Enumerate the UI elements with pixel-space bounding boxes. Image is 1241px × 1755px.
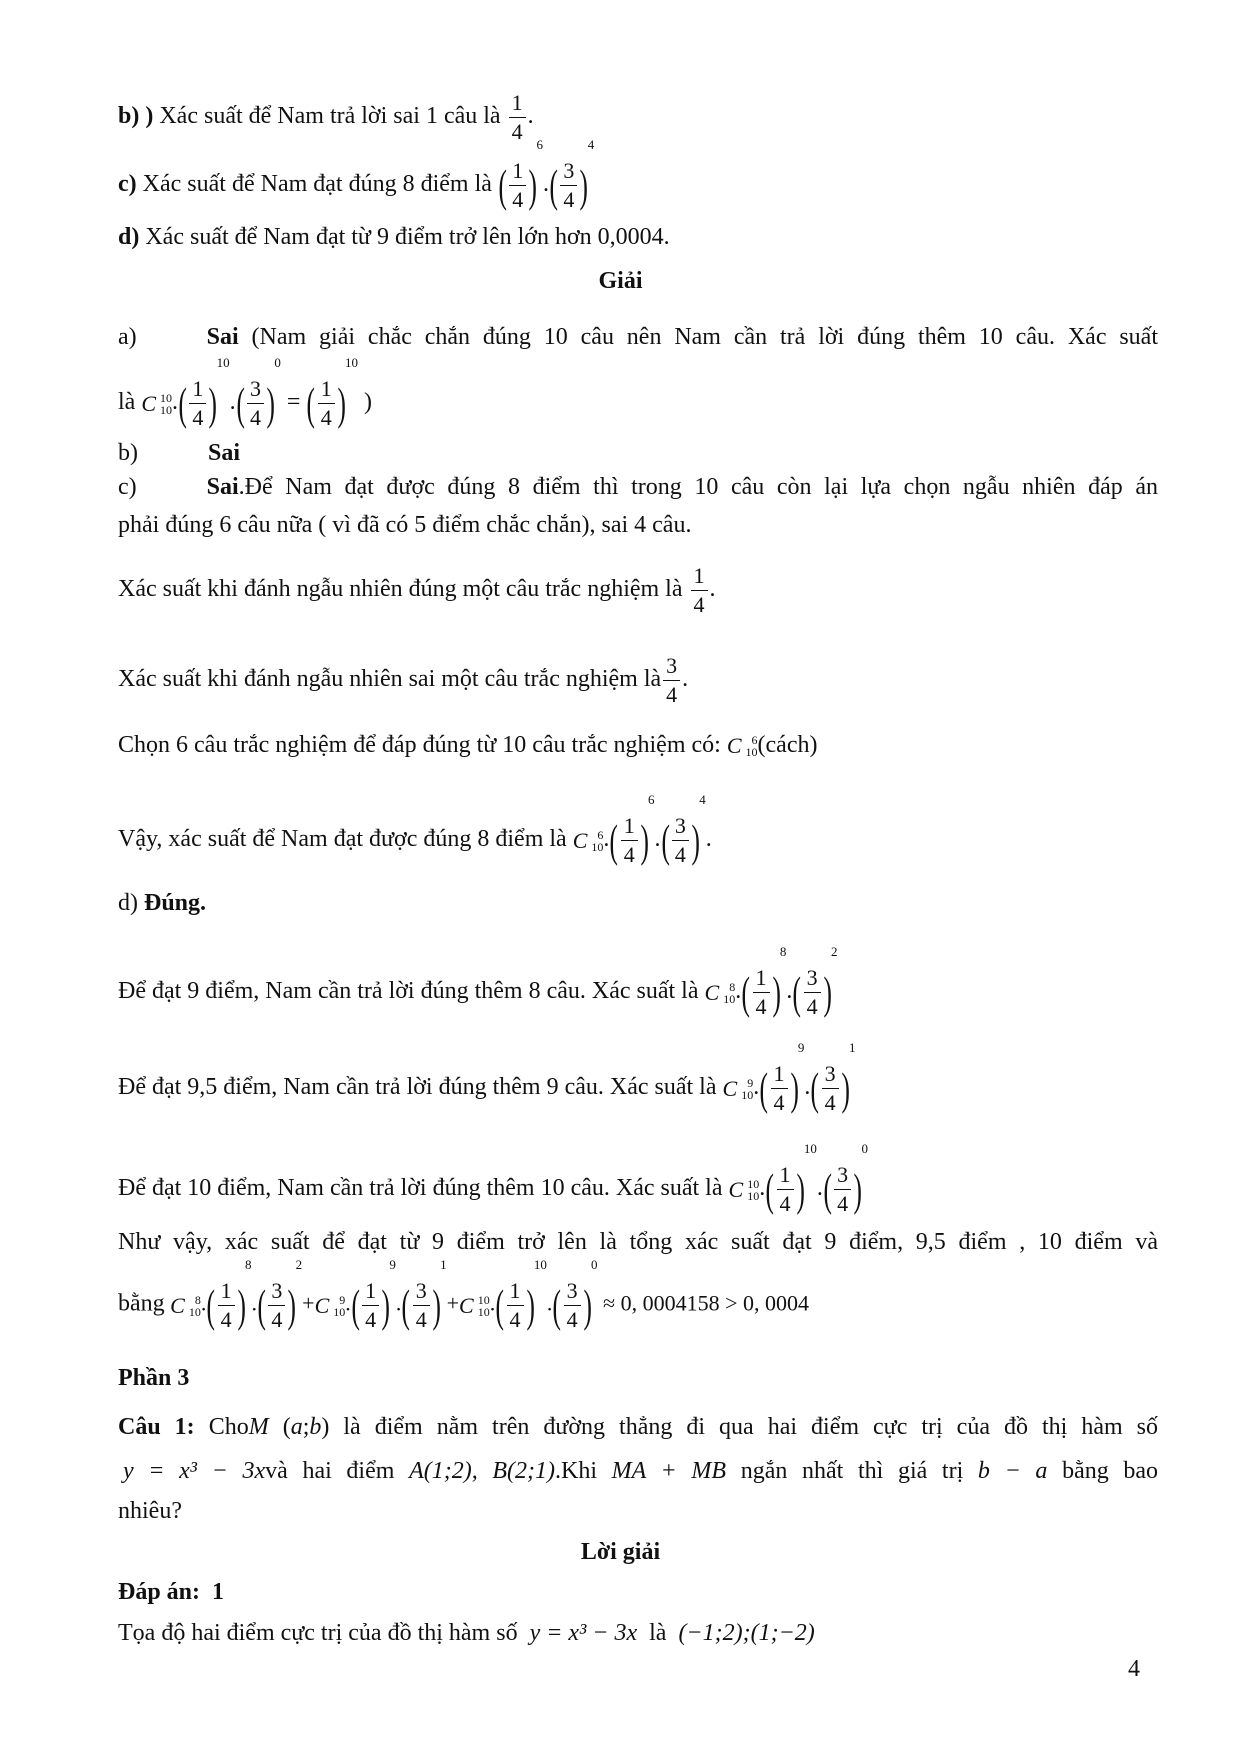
d-9-5-points: Để đạt 9,5 điểm, Nam cần trả lời đúng thêm 9 câu. Xác suất là C 9 10 .( $\frac{1}{4}$ )9.( $\frac{3}{4}$ )1 xyxy=(118,1040,856,1115)
fraction-1-4: $\frac{1}{4}$ xyxy=(509,92,526,143)
solution-heading: Giải xyxy=(598,268,643,294)
question-1-line2: y = x³ − 3xvà hai điểm A(1;2), B(2;1).Khi MA + MB ngắn nhất thì giá trị b − a bằng bao xyxy=(123,1458,1159,1484)
extrema-coordinates: Tọa độ hai điểm cực trị của đồ thị hàm số y = x³ − 3x là (−1;2);(1;−2) xyxy=(118,1620,815,1646)
question-c-label: c) xyxy=(118,171,137,198)
answer-d: d) Đúng. xyxy=(118,890,207,916)
d-9-points: Để đạt 9 điểm, Nam cần trả lời đúng thêm 8 câu. Xác suất là C 8 10 .( $\frac{1}{4}$ )8.( $\frac{3}{4}$ )2 xyxy=(118,944,838,1019)
answer-key-value: 1 xyxy=(212,1579,225,1605)
answer-a-verdict: Sai xyxy=(206,324,239,350)
question-b-text: Xác suất để Nam trả lời sai 1 câu là xyxy=(159,103,501,130)
question-d-label: d) xyxy=(118,224,140,250)
prob-correct: Xác suất khi đánh ngẫu nhiên đúng một câu trắc nghiệm là $\frac{1}{4}$ . xyxy=(118,563,716,617)
summary-result: ≈ 0, 0004158 > 0, 0004 xyxy=(603,1290,809,1316)
question-c-text: Xác suất để Nam đạt đúng 8 điểm là xyxy=(142,171,492,198)
d-10-points: Để đạt 10 điểm, Nam cần trả lời đúng thêm 10 câu. Xác suất là C 10 10 .( $\frac{1}{4}$ )10.( $\frac{3}{4}$ )0 xyxy=(118,1141,868,1216)
question-d xyxy=(118,222,670,252)
question-d-text: Xác suất để Nam đạt từ 9 điểm trở lên lớn hơn 0,0004. xyxy=(145,224,670,250)
conclusion-c: Vậy, xác suất để Nam đạt được đúng 8 điểm là C 6 10 .( $\frac{1}{4}$ )6.( $\frac{3}{4}$ )4. xyxy=(118,792,712,867)
summary-formula: bằng C 8 10 .( $\frac{1}{4}$ )8.( $\frac{3}{4}$ )2+C 9 10 .( $\frac{1}{4}$ )9.( $\frac{3}{4}$ )1+C 10 10 .( $\frac{1}{4}$ )10.( $\frac{3}{4}$ )0 ≈ 0, 0004158 > 0, 0004 xyxy=(118,1257,809,1332)
question-b: b) ) Xác suất để Nam trả lời sai 1 câu là $\frac{1}{4}$ . xyxy=(118,90,534,144)
answer-d-verdict: Đúng. xyxy=(144,890,207,916)
answer-c: c) Sai.Để Nam đạt được đúng 8 điểm thì trong 10 câu còn lại lựa chọn ngẫu nhiên đáp án xyxy=(118,474,1158,500)
question-b-label: b) ) xyxy=(118,103,154,130)
answer-b-verdict: Sai xyxy=(208,440,241,466)
answer-b: b) Sai xyxy=(118,440,241,466)
question-1-line3: nhiêu? xyxy=(118,1498,182,1524)
answer-a: a) Sai (Nam giải chắc chắn đúng 10 câu nên Nam cần trả lời đúng thêm 10 câu. Xác suất xyxy=(118,324,1158,350)
question-1: Câu 1: ChoM (a;b) là điểm nằm trên đường thẳng đi qua hai điểm cực trị của đồ thị hàm số xyxy=(118,1414,1159,1440)
part-3-heading: Phần 3 xyxy=(118,1365,190,1391)
summary-line: Như vậy, xác suất để đạt từ 9 điểm trở lên là tổng xác suất đạt 9 điểm, 9,5 điểm , 10 điểm và xyxy=(118,1229,1158,1255)
question-c: c) Xác suất để Nam đạt đúng 8 điểm là ( $\frac{1}{4}$ )6.( $\frac{3}{4}$ )4 xyxy=(118,137,595,212)
page-number: 4 xyxy=(1128,1656,1140,1682)
choose-line: Chọn 6 câu trắc nghiệm để đáp đúng từ 10 câu trắc nghiệm có: C 6 10 (cách) xyxy=(118,732,818,760)
question-1-label: Câu 1: xyxy=(118,1414,195,1440)
answer-key: Đáp án: 1 xyxy=(118,1579,225,1605)
answer-c-line2: phải đúng 6 câu nữa ( vì đã có 5 điểm chắc chắn), sai 4 câu. xyxy=(118,512,692,538)
answer-c-verdict: Sai xyxy=(206,474,239,500)
solution-heading-2: Lời giải xyxy=(580,1539,661,1565)
prob-wrong: Xác suất khi đánh ngẫu nhiên sai một câu trắc nghiệm là $\frac{3}{4}$ . xyxy=(118,653,689,707)
answer-a-formula: là C 10 10 .( $\frac{1}{4}$ )10.( $\frac{3}{4}$ )0 = ( $\frac{1}{4}$ )10 ) xyxy=(118,355,373,430)
